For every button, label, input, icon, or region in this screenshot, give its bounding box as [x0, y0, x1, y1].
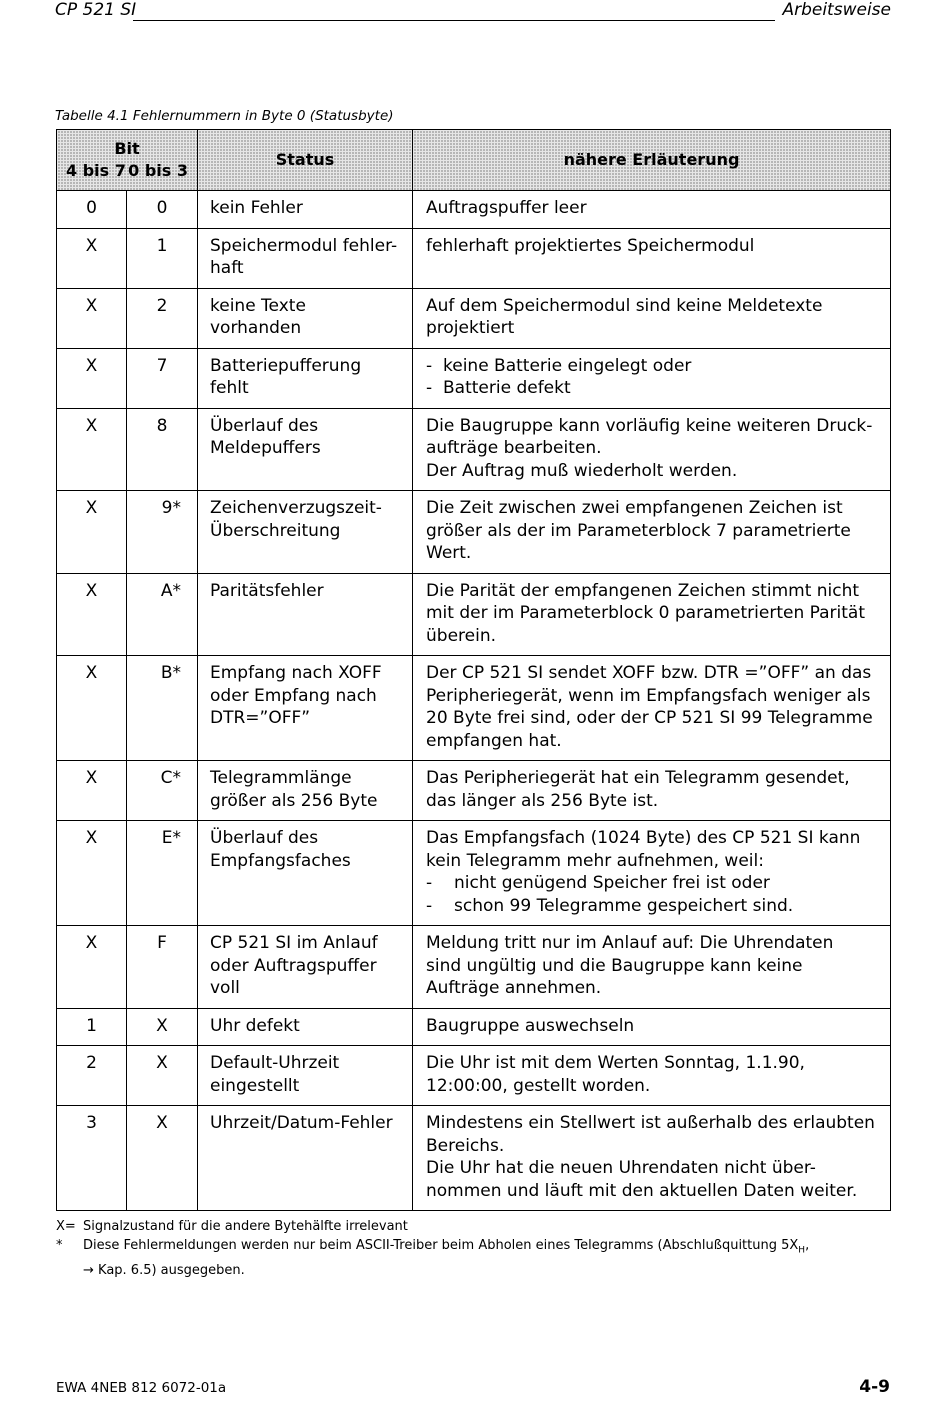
- cell-status: [198, 1046, 413, 1106]
- detail-line: Die Zeit zwischen zwei empfangenen Zeichen ist: [426, 498, 843, 518]
- detail-bullet: [426, 377, 882, 400]
- cell-status: [198, 288, 413, 348]
- detail-line: Die Baugruppe kann vorläufig keine weiteren Druck-: [426, 415, 873, 436]
- table-row: [57, 1106, 891, 1211]
- status-line: Überlauf des: [210, 415, 319, 436]
- cell-detail: [413, 408, 891, 491]
- status-line: CP 521 SI im Anlauf: [210, 933, 378, 953]
- table-row: [57, 191, 891, 229]
- cell-status: [198, 656, 413, 761]
- detail-line: fehlerhaft projektiertes Speichermodul: [426, 235, 755, 256]
- cell-bit-high: X: [57, 761, 127, 821]
- bullet-dash: -: [426, 355, 433, 376]
- detail-line: empfangen hat.: [426, 730, 562, 751]
- table-row: [57, 573, 891, 656]
- status-line: vorhanden: [210, 318, 302, 338]
- bullet-dash: -: [426, 895, 433, 916]
- table-row: [57, 926, 891, 1009]
- detail-line: sind ungültig und die Baugruppe kann keine: [426, 955, 803, 976]
- detail-line: Meldung tritt nur im Anlauf auf: Die Uhrendaten: [426, 933, 834, 953]
- cell-bit-low: C*: [127, 761, 198, 821]
- cell-bit-low: X: [127, 1106, 198, 1211]
- detail-line: Bereichs.: [426, 1135, 505, 1156]
- cell-bit-high: 1: [57, 1008, 127, 1046]
- table-caption: Tabelle 4.1 Fehlernummern in Byte 0 (Statusbyte): [55, 108, 394, 124]
- detail-line: Mindestens ein Stellwert ist außerhalb des erlaubten: [426, 1113, 875, 1133]
- detail-line: Der CP 521 SI sendet XOFF bzw. DTR =”OFF” an das: [426, 663, 872, 683]
- status-line: DTR=”OFF”: [210, 708, 311, 728]
- cell-detail: [413, 348, 891, 408]
- bullet-dash: -: [426, 378, 433, 398]
- cell-detail: [413, 288, 891, 348]
- detail-line: 20 Byte frei sind, oder der CP 521 SI 99 Telegramme: [426, 708, 873, 728]
- bullet-text: schon 99 Telegramme gespeichert sind.: [454, 895, 794, 916]
- status-line: Speichermodul fehler-: [210, 235, 398, 256]
- status-line: Batteriepufferung: [210, 355, 362, 376]
- cell-status: [198, 573, 413, 656]
- cell-status: [198, 1008, 413, 1046]
- cell-status: [198, 191, 413, 229]
- detail-line: Die Uhr hat die neuen Uhrendaten nicht über-: [426, 1158, 816, 1178]
- footer-doc-number: EWA 4NEB 812 6072-01a: [56, 1380, 227, 1396]
- cell-detail: [413, 573, 891, 656]
- status-line: haft: [210, 258, 244, 278]
- detail-line: überein.: [426, 625, 497, 646]
- cell-detail: [413, 1046, 891, 1106]
- table-row: [57, 656, 891, 761]
- cell-bit-low: F: [127, 926, 198, 1009]
- cell-status: [198, 761, 413, 821]
- error-table: [56, 129, 891, 1211]
- cell-bit-low: 2: [127, 288, 198, 348]
- cell-bit-high: X: [57, 228, 127, 288]
- cell-bit-high: 2: [57, 1046, 127, 1106]
- table-row: [57, 408, 891, 491]
- detail-line: projektiert: [426, 318, 515, 338]
- table-row: [57, 1008, 891, 1046]
- status-line: Default-Uhrzeit: [210, 1053, 340, 1073]
- status-line: oder Auftragspuffer: [210, 955, 377, 976]
- table-header-row: [57, 130, 891, 191]
- table-row: [57, 1046, 891, 1106]
- footnote-x: [56, 1217, 809, 1236]
- cell-status: [198, 491, 413, 574]
- cell-status: [198, 821, 413, 926]
- bullet-dash: -: [426, 873, 433, 893]
- cell-bit-low: X: [127, 1008, 198, 1046]
- cell-detail: [413, 926, 891, 1009]
- footnote-x-mark: X=: [56, 1219, 76, 1234]
- footnotes: [56, 1217, 809, 1280]
- header-rule: [133, 20, 775, 21]
- status-line: größer als 256 Byte: [210, 790, 378, 811]
- cell-status: [198, 408, 413, 491]
- header-detail: nähere Erläuterung: [413, 130, 891, 191]
- cell-detail: [413, 191, 891, 229]
- detail-line: kein Telegramm mehr aufnehmen, weil:: [426, 850, 764, 871]
- cell-bit-low: A*: [127, 573, 198, 656]
- cell-bit-high: X: [57, 288, 127, 348]
- detail-line: Auftragspuffer leer: [426, 198, 587, 218]
- footer-page-number: 4-9: [859, 1377, 890, 1397]
- cell-detail: [413, 1008, 891, 1046]
- detail-line: 12:00:00, gestellt worden.: [426, 1075, 651, 1096]
- detail-line: Der Auftrag muß wiederholt werden.: [426, 460, 738, 481]
- cell-detail: [413, 821, 891, 926]
- header-bit-low: 0 bis 3: [128, 161, 188, 180]
- status-line: Zeichenverzugszeit-: [210, 498, 382, 518]
- cell-status: [198, 228, 413, 288]
- cell-bit-low: X: [127, 1046, 198, 1106]
- cell-status: [198, 348, 413, 408]
- header-status: Status: [198, 130, 413, 191]
- cell-bit-high: X: [57, 408, 127, 491]
- status-line: Überlauf des: [210, 828, 319, 848]
- table-row: [57, 288, 891, 348]
- cell-detail: [413, 761, 891, 821]
- cell-detail: [413, 228, 891, 288]
- header-bit-label: Bit: [114, 138, 140, 158]
- cell-bit-low: 1: [127, 228, 198, 288]
- status-line: Meldepuffers: [210, 438, 321, 458]
- cell-bit-low: 8: [127, 408, 198, 491]
- header-bit: [57, 130, 198, 191]
- table-row: [57, 491, 891, 574]
- detail-line: das länger als 256 Byte ist.: [426, 790, 659, 811]
- detail-line: Die Parität der empfangenen Zeichen stimmt nicht: [426, 580, 860, 601]
- cell-bit-low: 0: [127, 191, 198, 229]
- cell-detail: [413, 491, 891, 574]
- cell-bit-high: 3: [57, 1106, 127, 1211]
- footnote-star-line2: → Kap. 6.5) ausgegeben.: [83, 1262, 245, 1278]
- bullet-text: keine Batterie eingelegt oder: [443, 355, 692, 376]
- cell-bit-low: 9*: [127, 491, 198, 574]
- detail-bullet: [426, 872, 882, 895]
- detail-line: größer als der im Parameterblock 7 parametrierte: [426, 520, 851, 541]
- cell-bit-high: X: [57, 926, 127, 1009]
- cell-bit-low: 7: [127, 348, 198, 408]
- footnote-star-sub: H: [798, 1245, 806, 1256]
- detail-line: Auf dem Speichermodul sind keine Meldetexte: [426, 295, 823, 316]
- table-row: [57, 821, 891, 926]
- detail-line: aufträge bearbeiten.: [426, 438, 602, 458]
- header-section: Arbeitsweise: [782, 0, 891, 20]
- cell-bit-high: X: [57, 491, 127, 574]
- bullet-text: nicht genügend Speicher frei ist oder: [454, 873, 770, 893]
- status-line: Empfangsfaches: [210, 850, 351, 871]
- status-line: Empfang nach XOFF: [210, 663, 382, 683]
- header-bit-high: 4 bis 7: [66, 161, 126, 180]
- cell-status: [198, 926, 413, 1009]
- table-body: [57, 191, 891, 1211]
- detail-bullet: [426, 355, 882, 378]
- footnote-star-text: [83, 1236, 809, 1280]
- status-line: kein Fehler: [210, 198, 303, 218]
- footnote-star-line1-end: ,: [805, 1238, 810, 1253]
- detail-line: Wert.: [426, 543, 472, 563]
- detail-line: mit der im Parameterblock 0 parametrierten Parität: [426, 603, 865, 623]
- footnote-star: [56, 1236, 809, 1280]
- status-line: keine Texte: [210, 295, 306, 316]
- detail-line: Baugruppe auswechseln: [426, 1015, 635, 1036]
- footnote-star-line1: Diese Fehlermeldungen werden nur beim ASCII-Treiber beim Abholen eines Telegramms (Abschlußquittung 5X: [83, 1238, 799, 1253]
- status-line: Telegrammlänge: [210, 768, 352, 788]
- detail-line: Das Peripheriegerät hat ein Telegramm gesendet,: [426, 768, 850, 788]
- cell-bit-high: 0: [57, 191, 127, 229]
- detail-line: Die Uhr ist mit dem Werten Sonntag, 1.1.90,: [426, 1053, 805, 1073]
- status-line: Uhr defekt: [210, 1015, 300, 1036]
- cell-detail: [413, 1106, 891, 1211]
- status-line: Paritätsfehler: [210, 580, 324, 601]
- cell-bit-high: X: [57, 573, 127, 656]
- status-line: eingestellt: [210, 1075, 300, 1096]
- table-row: [57, 761, 891, 821]
- status-line: voll: [210, 978, 240, 998]
- detail-line: Das Empfangsfach (1024 Byte) des CP 521 SI kann: [426, 828, 861, 848]
- detail-bullet: [426, 895, 882, 918]
- status-line: Uhrzeit/Datum-Fehler: [210, 1113, 393, 1133]
- footnote-star-mark: *: [56, 1238, 63, 1253]
- cell-bit-high: X: [57, 656, 127, 761]
- cell-status: [198, 1106, 413, 1211]
- detail-line: Aufträge annehmen.: [426, 978, 602, 998]
- bullet-text: Batterie defekt: [443, 378, 571, 398]
- detail-line: nommen und läuft mit den aktuellen Daten weiter.: [426, 1180, 858, 1201]
- table-row: [57, 228, 891, 288]
- status-line: fehlt: [210, 378, 249, 398]
- cell-bit-low: E*: [127, 821, 198, 926]
- header-title: CP 521 SI: [55, 0, 137, 20]
- status-line: oder Empfang nach: [210, 685, 377, 706]
- cell-detail: [413, 656, 891, 761]
- footnote-x-text: Signalzustand für die andere Bytehälfte irrelevant: [83, 1219, 408, 1234]
- cell-bit-high: X: [57, 348, 127, 408]
- table-row: [57, 348, 891, 408]
- cell-bit-low: B*: [127, 656, 198, 761]
- cell-bit-high: X: [57, 821, 127, 926]
- status-line: Überschreitung: [210, 520, 341, 541]
- detail-line: Peripheriegerät, wenn im Empfangsfach weniger als: [426, 685, 871, 706]
